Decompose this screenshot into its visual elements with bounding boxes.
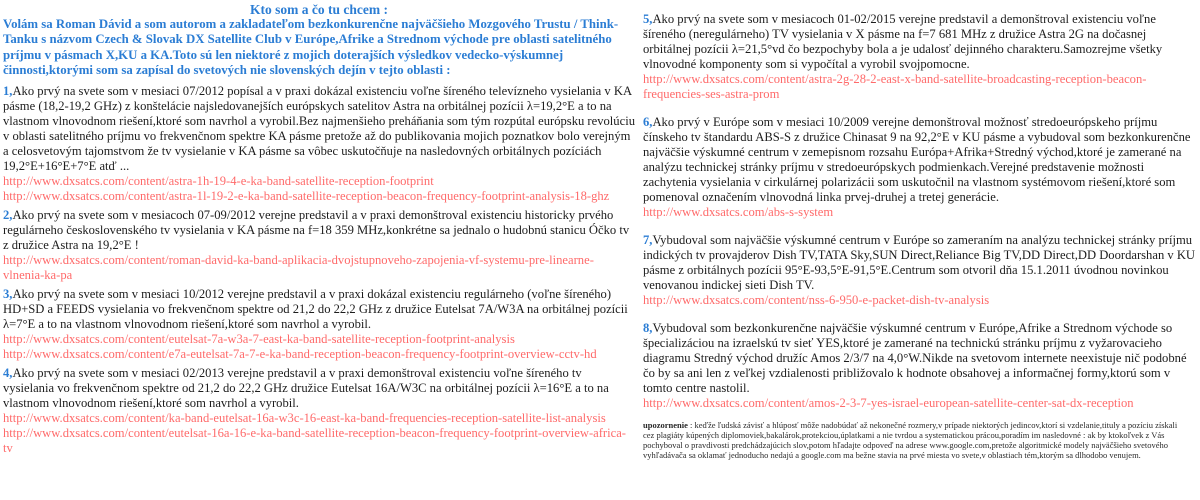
article-link[interactable]: http://www.dxsatcs.com/content/ka-band-eutelsat-16a-w3c-16-east-ka-band-frequencies-reception-satellite-list-analysis — [3, 410, 606, 425]
article-link[interactable]: http://www.dxsatcs.com/content/eutelsat-16a-16-e-ka-band-satellite-reception-beacon-frequency-footprint-overview-africa-tv — [3, 425, 626, 455]
achievement-item-1 — [3, 84, 635, 204]
item-body — [643, 115, 1197, 205]
article-link[interactable]: http://www.dxsatcs.com/content/amos-2-3-7-yes-israel-european-satellite-center-sat-dx-reception — [643, 396, 1134, 410]
article-link[interactable]: http://www.dxsatcs.com/content/astra-2g-28-2-east-x-band-satellite-broadcasting-reception-beacon-frequencies-ses-astra-prom — [643, 72, 1147, 101]
item-text: Ako prvý v Európe som v mesiaci 10/2009 verejne demonštroval možnosť stredoeurópskeho príjmu čínskeho tv štandardu ABS-S z družice Chinasat 9 na 92,2°E v KU pásme a vybudoval som bezkonkurenčne najväčšie výskumné centrum v zemepisnom rozsahu Európa+Afrika+Stredný východ,ktoré je zamerané na analýzu technickej stránky príjmu v stredoeurópskych podmienkach.Verejné predstavenie možnosti zachytenia vysielania v cirkulárnej polarizácii som uskutočnil na vlastnom systémovom riešení,ktoré som pomenoval označením vlnovodná linka prvej-druhej a tretej generácie. — [643, 115, 1191, 204]
item-number: 8, — [643, 321, 653, 335]
article-link[interactable]: http://www.dxsatcs.com/abs-s-system — [643, 205, 834, 219]
item-body — [3, 287, 635, 332]
article-link[interactable]: http://www.dxsatcs.com/content/eutelsat-7a-w3a-7-east-ka-band-satellite-reception-footprint-analysis — [3, 331, 515, 346]
article-link[interactable]: http://www.dxsatcs.com/content/roman-david-ka-band-aplikacia-dvojstupnoveho-zapojenia-vf-systemu-pre-linearne-vlnenia-ka-pa — [3, 252, 594, 282]
left-column — [3, 2, 639, 500]
item-text: Ako prvý na svete som v mesiacoch 01-02/2015 verejne predstavil a demonštroval existenciu voľne šíreného (neregulárneho) TV vysielania v X pásme na f=7 681 MHz z družice Astra 2G na dočasnej orbitálnej pozícii λ=21,5°vd čo bezpochyby bola a je udalosť dejinného charakteru.Samozrejme všetky vlnovodné komponenty som si vypočítal a vyrobil svojpomocne. — [643, 12, 1163, 71]
item-number: 4, — [3, 365, 13, 380]
item-text: Vybudoval som bezkonkurenčne najväčšie výskumné centrum v Európe,Afrike a Strednom východe so špecializáciou na izraelskú tv sieť YES,ktoré je zamerané na technickú stránku príjmu z vyžarovacieho diagramu Stredný východ družíc Amos 2/3/7 na 4,0°W.Nikde na svetovom internete neexistuje nič podobné čo by sa ani len z veľkej vzdialenosti približovalo k hodnote obsahovej a informačnej formy,ktorú som v tomto centre nastolil. — [643, 321, 1187, 395]
item-number: 6, — [643, 115, 653, 129]
achievement-item-3 — [3, 287, 635, 362]
right-column — [639, 2, 1197, 500]
item-number: 5, — [643, 12, 653, 26]
item-text: Vybudoval som najväčšie výskumné centrum v Európe so zameraním na analýzu technickej stránky príjmu indických tv provajderov Dish TV,TATA Sky,SUN Direct,Reliance Big TV,DD Direct,DD Doordarshan v KU pásme z orbitálnych pozícii 95°E-93,5°E-91,5°E.Centrum som otvoril dňa 15.1.2011 úvodnou novinkou venovanou indickej sieti Dish TV. — [643, 233, 1196, 292]
item-text: Ako prvý na svete som v mesiacoch 07-09/2012 verejne predstavil a v praxi demonštroval existenciu historicky prvého regulárneho československého tv vysielania v KA pásme na f=18 359 MHz,konkrétne sa jednalo o hudobnú stanicu Óčko tv z družice Astra na 19,2°E ! — [3, 207, 630, 252]
achievement-item-5 — [643, 12, 1197, 102]
item-body — [3, 84, 635, 174]
achievement-item-7 — [643, 233, 1197, 308]
item-number: 7, — [643, 233, 653, 247]
item-body — [643, 233, 1197, 293]
item-body — [643, 321, 1197, 396]
item-text: Ako prvý na svete som v mesiaci 02/2013 verejne predstavil a v praxi demonštroval existenciu voľne šíreného tv vysielania vo frekvenčnom spektre od 21,2 do 22,2 GHz družice Eutelsat 16A/W3C na orbitálnej pozícii λ=16°E a to na vlastnom vlnovodnom riešení,ktoré som navrhol a vyrobil. — [3, 365, 609, 410]
item-body — [3, 208, 635, 253]
item-body — [3, 366, 635, 411]
article-link[interactable]: http://www.dxsatcs.com/content/astra-1h-19-4-e-ka-band-satellite-reception-footprint — [3, 173, 434, 188]
article-link[interactable]: http://www.dxsatcs.com/content/astra-1l-19-2-e-ka-band-satellite-reception-beacon-frequency-footprint-analysis-18-ghz — [3, 188, 610, 203]
item-number: 3, — [3, 286, 13, 301]
intro-paragraph: Volám sa Roman Dávid a som autorom a zakladateľom bezkonkurenčne najväčšieho Mozgového Trustu / Think-Tanku s názvom Czech & Slovak DX Satellite Club v Európe,Afrike a Strednom východe pre oblasti satelitného príjmu v pásmach X,KU a KA.Toto sú len niektoré z mojich doterajších výsledkov vedecko-výskumnej činnosti,ktorými som sa zapísal do svetových nie slovenských dejín v tejto oblasti : — [3, 17, 619, 78]
achievement-item-4 — [3, 366, 635, 456]
achievement-item-6 — [643, 115, 1197, 220]
notice-label: upozornenie — [643, 420, 688, 430]
item-body — [643, 12, 1197, 72]
notice-text: : keďže ľudská závisť a hlúposť môže nadobúdať až nekonečné rozmery,v prípade niektorých jedincov,ktorí si vzdelanie,tituly a pozíciu získali cez plagiáty kúpených diplomoviek,bakalárok,protekciou,úplatkami a nie tvrdou a systematickou prácou,poradím im nasledovné : ak by ktokoľvek z Vás pochyboval o pravdivosti predchádzajúcich slov,potom hľadajte odpoveď na adrese www.google.com,pretože algoritmické modely najväčšieho svetového vyhľadávača sa oklamať jednoducho nedajú a google.com ma bežne stavia na prvé miesta vo svete,v oblastiach tém,ktorým sa dlhodobo venujem. — [643, 420, 1178, 460]
item-text: Ako prvý na svete som v mesiaci 07/2012 popísal a v praxi dokázal existenciu voľne šíreného televízneho vysielania v KA pásme (18,2-19,2 GHz) z konštelácie najsledovanejších európskych satelitov Astra na orbitálnej pozícii λ=19,2°E a to na vlastnom vlnovodnom riešení,ktoré som navrhol a vyrobil.Bez najmenšieho preháňania som tým rozpútal európsku revolúciu v oblasti satelitného príjmu vo frekvenčnom spektre KA pásme pretože až do publikovania mojich poznatkov bolo verejným a celosvetovým tajomstvom že tv vysielanie v KA pásme sa vôbec uskutočňuje na nasledovných orbitálnych pozíciách 19,2°E+16°E+7°E atď ... — [3, 83, 635, 173]
item-text: Ako prvý na svete som v mesiaci 10/2012 verejne predstavil a v praxi dokázal existenciu regulárneho (voľne šíreného) HD+SD a FEEDS vysielania vo frekvenčnom spektre od 21,2 do 22,2 GHz z družice Eutelsat 7A/W3A na orbitálnej pozícii λ=7°E a to na vlastnom vlnovodnom riešení,ktoré som navrhol a vyrobil. — [3, 286, 628, 331]
item-number: 1, — [3, 83, 13, 98]
item-number: 2, — [3, 207, 13, 222]
notice — [643, 420, 1197, 460]
page-title: Kto som a čo tu chcem : — [250, 2, 388, 17]
article-link[interactable]: http://www.dxsatcs.com/content/nss-6-950-e-packet-dish-tv-analysis — [643, 293, 990, 307]
achievement-item-2 — [3, 208, 635, 283]
article-link[interactable]: http://www.dxsatcs.com/content/e7a-eutelsat-7a-7-e-ka-band-reception-beacon-frequency-footprint-overview-cctv-hd — [3, 346, 597, 361]
achievement-item-8 — [643, 321, 1197, 411]
